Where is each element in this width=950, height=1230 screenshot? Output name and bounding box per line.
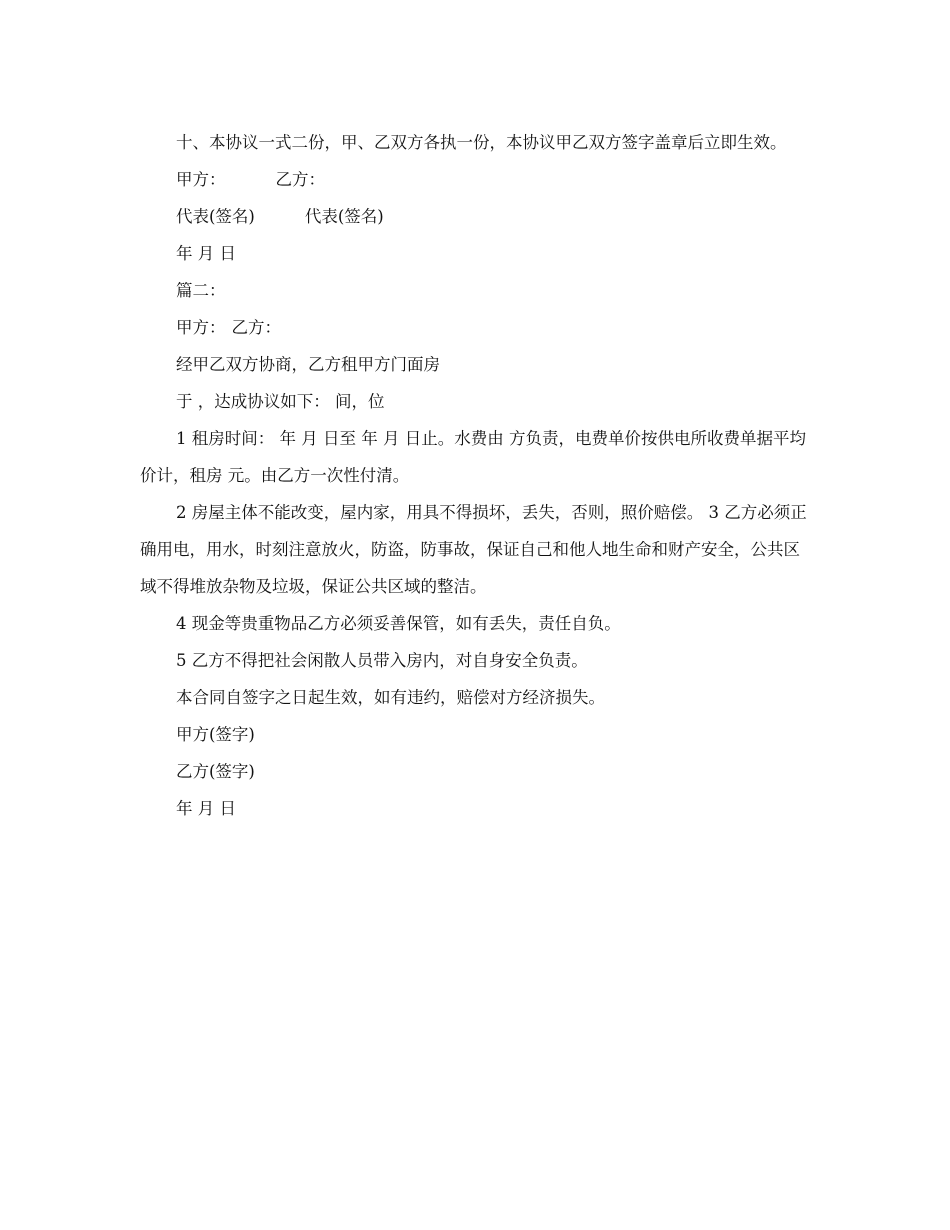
section-two-parties <box>140 309 812 346</box>
effective-paragraph: 本合同自签字之日起生效，如有违约，赔偿对方经济损失。 <box>176 688 605 707</box>
signature-date-2: 年 月 日 <box>176 799 236 818</box>
party-a-label: 甲方： <box>176 170 226 189</box>
document-body <box>140 124 812 827</box>
signature-representatives-line <box>140 198 812 235</box>
agreement-paragraph: 于 ，达成协议如下： 间，位 <box>176 392 385 411</box>
intro-paragraph: 经甲乙双方协商，乙方租甲方门面房 <box>176 355 440 374</box>
signature-party-b-2: 乙方(签字) <box>176 762 255 781</box>
party-b-label-2: 乙方： <box>231 318 281 337</box>
item-4-paragraph: 4 现金等贵重物品乙方必须妥善保管，如有丢失，责任自负。 <box>176 614 621 633</box>
signature-date-1: 年 月 日 <box>176 244 236 263</box>
section-two-heading: 篇二： <box>176 281 226 300</box>
party-b-label: 乙方： <box>275 170 325 189</box>
party-a-label-2: 甲方： <box>176 318 226 337</box>
signature-party-a-2: 甲方(签字) <box>176 725 255 744</box>
item-1-paragraph: 1 租房时间： 年 月 日至 年 月 日止。水费由 方负责，电费单价按供电所收费单据平均价计，租房 元。由乙方一次性付清。 <box>140 429 806 485</box>
rep-a-label: 代表(签名) <box>176 207 255 226</box>
signature-parties-line <box>140 161 812 198</box>
clause-10: 十、本协议一式二份，甲、乙双方各执一份，本协议甲乙双方签字盖章后立即生效。 <box>176 133 787 152</box>
rep-b-label: 代表(签名) <box>304 207 384 226</box>
item-5-paragraph: 5 乙方不得把社会闲散人员带入房内，对自身安全负责。 <box>176 651 588 670</box>
item-2-3-paragraph: 2 房屋主体不能改变，屋内家，用具不得损坏，丢失，否则，照价赔偿。 3 乙方必须正确用电，用水，时刻注意放火，防盗，防事故，保证自己和他人地生命和财产安全，公共区域不得堆放杂物及垃圾，保证公共区域的整洁。 <box>140 503 807 596</box>
